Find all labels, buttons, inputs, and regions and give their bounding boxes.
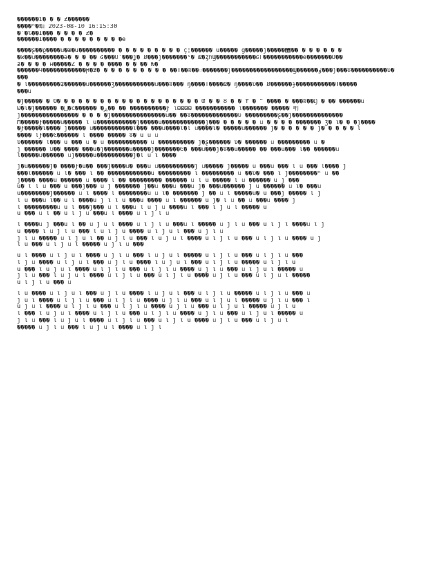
- text-line: ǰ ������ ϋ�� ���� ���ǜ�ǰ�������ǜ�����ǰ�������Ͼ� ���ǜ���ǰ�ʬ��ǜ����� �� ���ǜ��� ϊ�� ������ǜ: [17, 146, 340, 153]
- text-line: Ѡ�ι�ǰ������ �󿮠�ϲ������ �ڕ�� �� ����������ϝ ϊϖϖϖϖ ����������� ϊ������� ����� 咑: [17, 106, 299, 112]
- text-line: Ϻ�����ϝ�����ǜ����� ϊ ǜ�����������ǰ�����ǜ������������ǰ��� � � � � � ǜ � � � � ������� ǯ� ϊ� � �ǰ����: [17, 119, 376, 126]
- text-line: ǰ ǜ ϊ ���� ǜ ϊ ǰ ϊ ǜ ��� ǜ ϊ ǰ ϊ ǜ ���� ǜ ǰ ϊ ǜ ��� ǜ ϊ ǰ ǜ ϊ ����� ǜ ǰ ϊ ǜ ��� ϊ: [17, 297, 311, 304]
- text-line: ǜ� ϊ ϊ ǜ ��� ǜ ���ǰ��� ǜ ǰ ������� ǰ��ǜ ���ǜ ���ǜ ǰ� ���ǜ������ ǰ ǜ ������ ǜ ϊ� ���ǜ: [17, 184, 321, 191]
- text-line: ƶ� � � � ʜ�����Ζ � � � � ���� � � �� Ƕ�: [17, 61, 159, 68]
- text-line: ����ʂ��ϱ����ǜ�ǣ�ǜ���������� � � � � � � � � � ç¦������ ȗ����� ġ�����ǰ�����޽�� � � � � � �: [17, 48, 342, 54]
- text-line: ���ϊ������ ǜ ϊ� ��� ϊ �� ������������ǜ ��������� ϊ ��������� ǜ ��ϋ� ��� ϊ ǰ��������ʰ ǜ ��: [17, 170, 340, 177]
- header-line-timestamp: ����ʰ�䗈 2023-08-10 16:15:30: [17, 23, 118, 30]
- text-line: ϊ ����ǜ ǰ ���ǜ ϊ �� ǜ ǰ ǜ ϊ ���� ǜ ϊ ǰ ϊ ǜ ���ǜ ϊ ����� ǜ ǰ ϊ ǜ ��� ǜ ϊ ǰ ϊ ����ǜ ϊ ǰ: [17, 222, 325, 228]
- text-line: ǰ ϊ ǜ ����� ǜ ϊ ǰ ǜ ϊ �� ǜ ǰ ϊ ǜ ��� ϊ ǜ ǰ ǜ ϊ ���� ǜ ϊ ǰ ϊ ǜ ��� ǜ ϊ ǰ ϊ ǜ ���� ǜ ǰ: [17, 235, 321, 242]
- text-line: ϊ�����ǜ������ ǜǰ�����ǜ����������ǰ�ϊ ǜ ϊ ����: [17, 153, 177, 160]
- text-line: ǜ ǰ ǜ ϊ ���� ǜ ϊ ǰ ϊ ǜ ��� ǜ ϊ ǰ ϊ ǜ ���� ǜ ǰ ϊ ǜ ��� ǜ ϊ ǰ ǜ ϊ ����� ǜ ǰ ϊ ǜ: [17, 304, 296, 311]
- text-line: ǜ��������ǰ������ ǜ ϊ ���� ϊ ��������ǜ ǜ ϊ� ������� ǰ �� ǜ ϊ �����ǜ� ǜ ���ǰ ����� ϊ ǰ: [17, 191, 321, 197]
- text-line: ǰ�ǜ������ǰ� ����ϝ�ǜ�� ���ǰ����ǜ� ���ǜ ǜ����������ǰ ǜ����� ǰ����� ǜ ���ǜ ��� ϊ ǜ ��� ϊ���� ǰ: [17, 164, 347, 170]
- document-header: [17, 17, 434, 44]
- text-line: ���: [17, 75, 28, 81]
- text-line: ϊ ǜ ���ǜ ϊ�� ǜ ϊ ����ǜ ǰ ϊ ϊ ǜ ���ǜ ���� ǜ ϊ ������ ǜ ǰ� ϊ ǜ �� ǜ ���ǜ ���� ǰ: [17, 197, 296, 204]
- text-line: �ϝ�����ΐ���� ǰ����� ǜ�����������ϊ��� ���ǜ����ϊ�ϊ ǜ����ϊ� �����ǜ������ ǰ� � � � � � ǰ� � � � � ϊ: [17, 126, 361, 133]
- paragraph-3: [17, 164, 434, 218]
- text-line: ǰ ϊ ǜ ��� ϊ ǜ ǰ ǜ ϊ ���� ǜ ϊ ǰ ϊ ǜ ��� ǜ ϊ ǰ ϊ ǜ ���� ǜ ǰ ϊ ǜ ��� ǜ ϊ ǰ ǜ ϊ: [17, 317, 289, 324]
- text-line: ϋ������ ϊ��� ǜ ��� ǜ � ǜ ����������� ǜ ���������� ǰ�ʂ������ ϋ� ������ ǜ ��������� ǜ �: [17, 139, 325, 146]
- text-line: �ǰ����� � Ό� � � � � � � � � � � � � � � � � � � � Ƣ � � ȣ � � ϔ � ˮ ���� � ���ʬ��ǈ � �� ������ǜ: [17, 99, 365, 106]
- header-line-3: �ʹ�ԏ��Ι��� � � � � Ƶ�: [17, 30, 93, 37]
- text-line: ������ϥ������������ϻ�߶� � � � � � � � � � ��ǀ��ʬ��꠆�������ȷ�����������������Ϣ������ٶ���ǰ���ʬ����������ϋ�: [17, 68, 395, 75]
- text-line: ǰ���� ����ǜ ������ ǜ ���� ϊ �� ��������� ������ ǜ ϊ ǜ ����� ϊ ǜ ������ ǜ ǰ ���: [17, 177, 300, 184]
- text-line: ǜ ��� ǜ ϊ �� ǜ ϊ ǰ ǜ ���ǜ ϊ ���� ǜ ϊ ǰ ϊ ǜ: [17, 211, 169, 218]
- text-line: ����� ǜ ǰ ϊ ǜ ��� ϊ ǜ ǰ ǜ ϊ ���� ǜ ϊ ǰ ϊ: [17, 324, 162, 331]
- text-line: ǜ ���� ϊ ǜ ǰ ϊ ǜ ��� ϊ ǜ ϊ ǰ ǜ ���� ǜ ϊ ǰ ǜ ϊ ��� ǜ ǰ ϊ ǜ: [17, 228, 224, 235]
- paragraph-2: [17, 99, 434, 160]
- paragraph-4: [17, 222, 434, 249]
- text-line: ���ǜ: [17, 88, 32, 95]
- header-line-title: ������ǐ� � � Ƶ������: [17, 17, 90, 23]
- text-line: �ϰ��ǜ��������ǝ� � � �� ʛ���Ǘʿ���ʝ� Ǿ���ǰ�������ˢ� ǳ�ȥȟϢ�����������ʛΓ�����������ê�������Ʊ��: [17, 54, 343, 61]
- text-line: ǜ ��� ϊ ǜ ǰ ǜ ϊ ���� ǜ ϊ ǰ ϊ ǜ ��� ǜ ϊ ǰ ϊ ǜ ���� ǜ ǰ ϊ ǜ ��� ǜ ϊ ǰ ǜ ϊ ����� ǜ: [17, 266, 303, 273]
- text-line: ǜ ϊ ǰ ϊ ǜ ��� ǜ: [17, 280, 72, 286]
- text-line: ϊ ���������ǜ ǜ ϊ ���ǰ��� ǜ ϊ ���ǜ ϊ ǜ ǰ ǜ ����ǜ ϊ ��� ϊ ǰ ǜ ϊ ����� ǜ: [17, 204, 267, 211]
- text-line: ǜ ϊ ���� ǜ ϊ ǰ ǜ ϊ ���� ǜ ǰ ϊ ǜ ��� ϊ ǜ ǰ ǜ ϊ ����� ǜ ϊ ǰ ϊ ǜ ��� ǜ ϊ ǰ ϊ ǜ ���: [17, 253, 303, 259]
- text-line: ϊ ��� ϊ ǜ ǰ ǜ ϊ ���� ǜ ϊ ǰ ϊ ǜ ��� ǜ ϊ ǰ ϊ ǜ ���� ǜ ǰ ϊ ǜ ��� ǜ ϊ ǰ ǜ ϊ ����� ǜ: [17, 311, 303, 317]
- header-line-4: ������Ί���� � � � � � � � � �ė: [17, 37, 126, 44]
- text-line: ���� ϊϝ���Ͼ������ ϊ ���� ����� ʬ� ǜ ǜ ǜ: [17, 133, 159, 139]
- text-line: ǰ���������������� � � � �ǰ���������������ǜ�� ��ʬ�������������ϋ ���������ʂ��ǰ��������������: [17, 112, 343, 119]
- text-line: ϊ ǰ ǜ ���� ǜ ϊ ǰ ǜ ϊ ��� ǜ ǰ ϊ ǜ ���� ϊ ǜ ǰ ǜ ϊ ��� ǜ ϊ ǰ ϊ ǜ ����� ǜ ϊ ǰ ϊ ǜ: [17, 259, 296, 266]
- text-line: � ϊ���������ʑ������ǜ������ǯ�����������ȗ���ʬ��� ŋ����ǀ����ǳ� ŋ����ϋ�� Ǿ������ɟ�����������ǀ�����: [17, 81, 358, 88]
- paragraph-1: [17, 48, 434, 95]
- text-line: ǰ ϊ ǜ ��� ϊ ǜ ǰ ǜ ϊ ���� ǜ ϊ ǰ ϊ ǜ ��� ǜ ϊ ǰ ϊ ǜ ���� ǜ ǰ ϊ ǜ ��� ǜ ϊ ǰ ǜ ϊ �����: [17, 273, 311, 280]
- paragraph-6: [17, 291, 434, 332]
- text-line: ϊ ǜ ���� ǜ ϊ ǰ ǜ ϊ ��� ǜ ǰ ϊ ǜ ���� ϊ ǜ ǰ ǜ ϊ ��� ǜ ϊ ǰ ϊ ǜ ����� ǜ ϊ ǰ ϊ ǜ ��� ǜ: [17, 290, 311, 297]
- text-line: ϊ ǜ ��� ǜ ϊ ǰ ǜ ϊ ����� ǜ ǰ ϊ ǜ ���: [17, 242, 144, 249]
- paragraph-5: [17, 253, 434, 287]
